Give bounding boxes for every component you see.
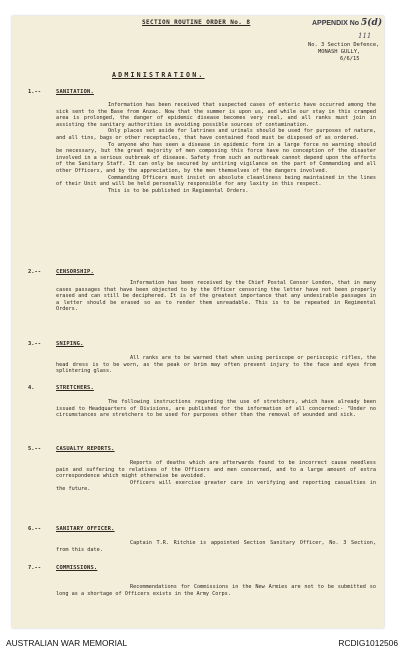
document-heading: ADMINISTRATION. [112, 71, 205, 79]
section-title: SNIPING. [56, 341, 84, 347]
section-body [56, 399, 376, 419]
section-body [56, 540, 376, 553]
appendix-stamp [312, 20, 382, 28]
paragraph: Reports of deaths which are afterwards found to be incorrect cause needless pain and suffering to relatives of the Officers and men concerned, and to a large amount of extra correspondence which might otherwise be avoided. [56, 460, 376, 480]
institution-credit: AUSTRALIAN WAR MEMORIAL [6, 638, 128, 648]
paragraph: Information has been received that suspected cases of enteric have occurred among the sick sent to the Base from Anzac. Now that the summer is upon us, and while our stay in this cramped area is prolonged, the danger of epidemic disease becomes very real, and all ranks must join in assisting the sanitary authorities in avoiding possible sources of contamination. [56, 102, 376, 128]
paragraph: Commanding Officers must insist on absolute cleanliness being maintained in the lines of their Unit and will be held personally responsible for any laxity in this respect. [56, 174, 376, 188]
document-page [12, 16, 384, 628]
appendix-number: 5(d) [361, 18, 383, 28]
section-number: 5.-- [28, 446, 41, 452]
section-title: CASUALTY REPORTS. [56, 446, 115, 452]
section-title: CENSORSHIP. [56, 269, 94, 275]
section-title: SANITATION. [56, 89, 94, 95]
paragraph: Recommendations for Commissions in the New Armies are not to be submitted so long as a shortage of Officers exists in the Army Corps. [56, 584, 376, 597]
paragraph: All ranks are to be warned that when using periscope or periscopic rifles, the head dress is to be worn, as the peak or brim may often prevent injury to the face and eyes from splintering glass. [56, 355, 376, 375]
section-number: 3.-- [28, 341, 41, 347]
folio-number: 111 [358, 32, 372, 40]
paragraph: Information has been received by the Chief Postal Censor London, that in many cases passages that have been objected to by the Officer censoring the letter have not been properly erased and can still be deciphered. It is of the greatest importance that any undesirable passages in a letter should be erased so as to render them unreadable. This is to be repeated in Regimental Orders. [56, 280, 376, 313]
section-body [56, 102, 376, 194]
unit-line: No. 3 Section Defence, [308, 42, 380, 48]
section-number: 6.-- [28, 526, 41, 532]
paragraph: This is to be published in Regimental Orders. [108, 187, 249, 194]
paragraph: Only places set aside for latrines and urinals should be used for purposes of nature, and all tins, bags or other receptacles, that have contained food must be disposed of as ordered. [56, 128, 376, 141]
section-body [56, 355, 376, 375]
section-number: 4. [28, 385, 35, 391]
paragraph: The following instructions regarding the use of stretchers, which have already been issued to Headquarters of Divisions, are published for the information of all concerned:- "Under no circumstances are stretchers to be used for purposes other than the removal of wounded and sick. [56, 399, 376, 419]
order-title: SECTION ROUTINE ORDER No. 8 [142, 19, 251, 26]
section-number: 1.-- [28, 89, 41, 95]
header-address [308, 42, 382, 63]
date-line: 6/6/15 [340, 56, 360, 62]
section-title: SANITARY OFFICER. [56, 526, 115, 532]
place-line: MONASH GULLY, [318, 49, 361, 55]
section-title: COMMISSIONS. [56, 565, 98, 571]
archive-reference: RCDIG1012506 [338, 638, 398, 648]
appendix-label: APPENDIX No [312, 20, 360, 27]
section-number: 7.-- [28, 565, 41, 571]
section-body [56, 584, 376, 597]
paragraph: Captain T.R. Ritchie is appointed Section Sanitary Officer, No. 3 Section, from this date. [56, 540, 376, 553]
section-body [56, 460, 376, 493]
archive-footer [0, 638, 404, 652]
paragraph: To anyone who has seen a disease in epidemic form in a large force no warning should be necessary, but the great majority of men composing this force have no conception of the disaster involved in a serious outbreak of disease. Safety from such an outbreak cannot depend upon the efforts of the Sanitary Staff. It can only be secured by untiring vigilance on the part of Commanding and all other Officers, and by the appreciation, by the men themselves of the dangers involved. [56, 141, 376, 174]
section-title: STRETCHERS. [56, 385, 94, 391]
section-body [56, 280, 376, 313]
section-number: 2.-- [28, 269, 41, 275]
paragraph: Officers will exercise greater care in verifying and reporting casualties in the future. [56, 479, 376, 493]
